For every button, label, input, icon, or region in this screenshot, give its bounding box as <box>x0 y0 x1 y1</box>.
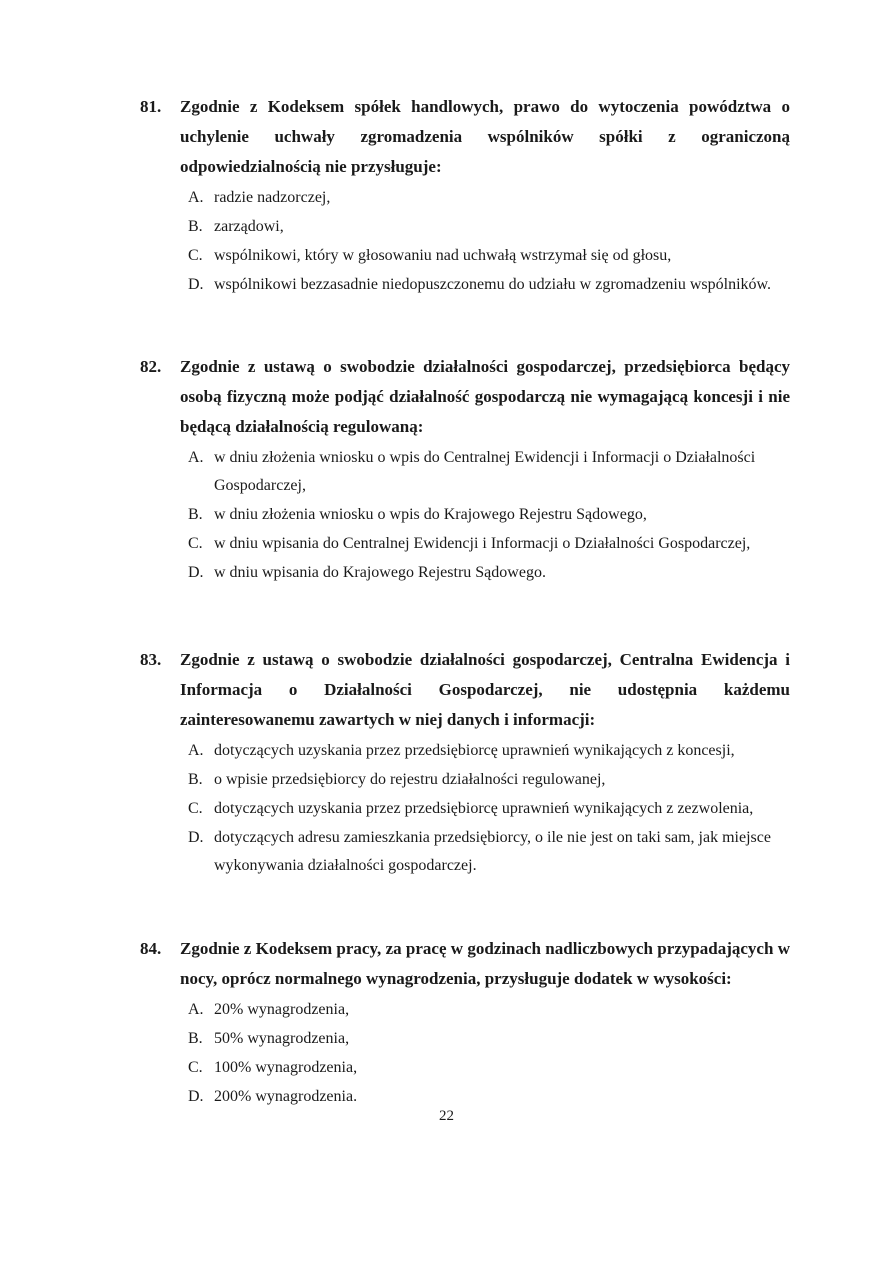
answer-list <box>188 444 790 587</box>
answer-option-c <box>188 530 790 558</box>
answer-letter: A. <box>188 1001 204 1018</box>
answer-option-c <box>188 1054 790 1082</box>
answer-letter: B. <box>188 218 203 235</box>
question-text: Zgodnie z ustawą o swobodzie działalności gospodarczej, Centralna Ewidencja i Informacja o Działalności Gospodarczej, nie udostępnia każdemu zainteresowanemu zawartych w niej danych i informacji: <box>180 650 790 729</box>
question-text: Zgodnie z Kodeksem spółek handlowych, prawo do wytoczenia powództwa o uchylenie uchwały zgromadzenia wspólników spółki z ograniczoną odpowiedzialnością nie przysługuje: <box>180 97 790 176</box>
answer-letter: C. <box>188 535 203 552</box>
answer-list <box>188 737 790 880</box>
answer-text: wspólnikowi, który w głosowaniu nad uchwałą wstrzymał się od głosu, <box>214 247 672 264</box>
answer-option-d <box>188 1083 790 1111</box>
question-83 <box>140 645 790 881</box>
answer-option-b <box>188 213 790 241</box>
question-number: 81. <box>140 97 162 116</box>
answer-letter: A. <box>188 742 204 759</box>
answer-text: w dniu złożenia wniosku o wpis do Centralnej Ewidencji i Informacji o Działalności Gospodarczej, <box>214 449 756 494</box>
answer-option-a <box>188 444 790 500</box>
answer-letter: D. <box>188 1088 204 1105</box>
question-82 <box>140 352 790 588</box>
answer-text: zarządowi, <box>214 218 284 235</box>
answer-text: dotyczących uzyskania przez przedsiębiorcę uprawnień wynikających z koncesji, <box>214 742 735 759</box>
answer-list <box>188 184 790 299</box>
answer-text: w dniu wpisania do Centralnej Ewidencji i Informacji o Działalności Gospodarczej, <box>214 535 751 552</box>
answer-letter: D. <box>188 829 204 846</box>
answer-option-a <box>188 737 790 765</box>
answer-letter: C. <box>188 247 203 264</box>
answer-letter: B. <box>188 1030 203 1047</box>
answer-option-a <box>188 996 790 1024</box>
answer-letter: D. <box>188 276 204 293</box>
answer-letter: B. <box>188 771 203 788</box>
answer-letter: A. <box>188 189 204 206</box>
answer-text: o wpisie przedsiębiorcy do rejestru działalności regulowanej, <box>214 771 606 788</box>
question-number: 83. <box>140 650 162 669</box>
question-number: 84. <box>140 939 162 958</box>
answer-letter: C. <box>188 1059 203 1076</box>
question-84 <box>140 934 790 1112</box>
page-number: 22 <box>439 1108 454 1124</box>
answer-option-b <box>188 501 790 529</box>
answer-list <box>188 996 790 1111</box>
answer-option-d <box>188 559 790 587</box>
answer-text: w dniu wpisania do Krajowego Rejestru Sądowego. <box>214 564 546 581</box>
answer-text: dotyczących adresu zamieszkania przedsiębiorcy, o ile nie jest on taki sam, jak miejsce wykonywania działalności gospodarczej. <box>214 829 771 874</box>
answer-letter: B. <box>188 506 203 523</box>
answer-option-a <box>188 184 790 212</box>
answer-text: 200% wynagrodzenia. <box>214 1088 358 1105</box>
answer-text: wspólnikowi bezzasadnie niedopuszczonemu do udziału w zgromadzeniu wspólników. <box>214 276 772 293</box>
answer-text: dotyczących uzyskania przez przedsiębiorcę uprawnień wynikających z zezwolenia, <box>214 800 754 817</box>
question-text: Zgodnie z Kodeksem pracy, za pracę w godzinach nadliczbowych przypadających w nocy, oprócz normalnego wynagrodzenia, przysługuje dodatek w wysokości: <box>180 939 790 988</box>
answer-text: 50% wynagrodzenia, <box>214 1030 350 1047</box>
question-text: Zgodnie z ustawą o swobodzie działalności gospodarczej, przedsiębiorca będący osobą fizyczną może podjąć działalność gospodarczą nie wymagającą koncesji i nie będącą działalnością regulowaną: <box>180 357 790 436</box>
question-81 <box>140 92 790 300</box>
answer-option-d <box>188 271 790 299</box>
answer-text: w dniu złożenia wniosku o wpis do Krajowego Rejestru Sądowego, <box>214 506 647 523</box>
answer-text: 100% wynagrodzenia, <box>214 1059 358 1076</box>
answer-option-d <box>188 824 790 880</box>
answer-letter: D. <box>188 564 204 581</box>
answer-option-c <box>188 795 790 823</box>
question-number: 82. <box>140 357 162 376</box>
answer-option-b <box>188 766 790 794</box>
answer-text: radzie nadzorczej, <box>214 189 331 206</box>
answer-text: 20% wynagrodzenia, <box>214 1001 350 1018</box>
answer-option-c <box>188 242 790 270</box>
answer-letter: A. <box>188 449 204 466</box>
answer-letter: C. <box>188 800 203 817</box>
answer-option-b <box>188 1025 790 1053</box>
